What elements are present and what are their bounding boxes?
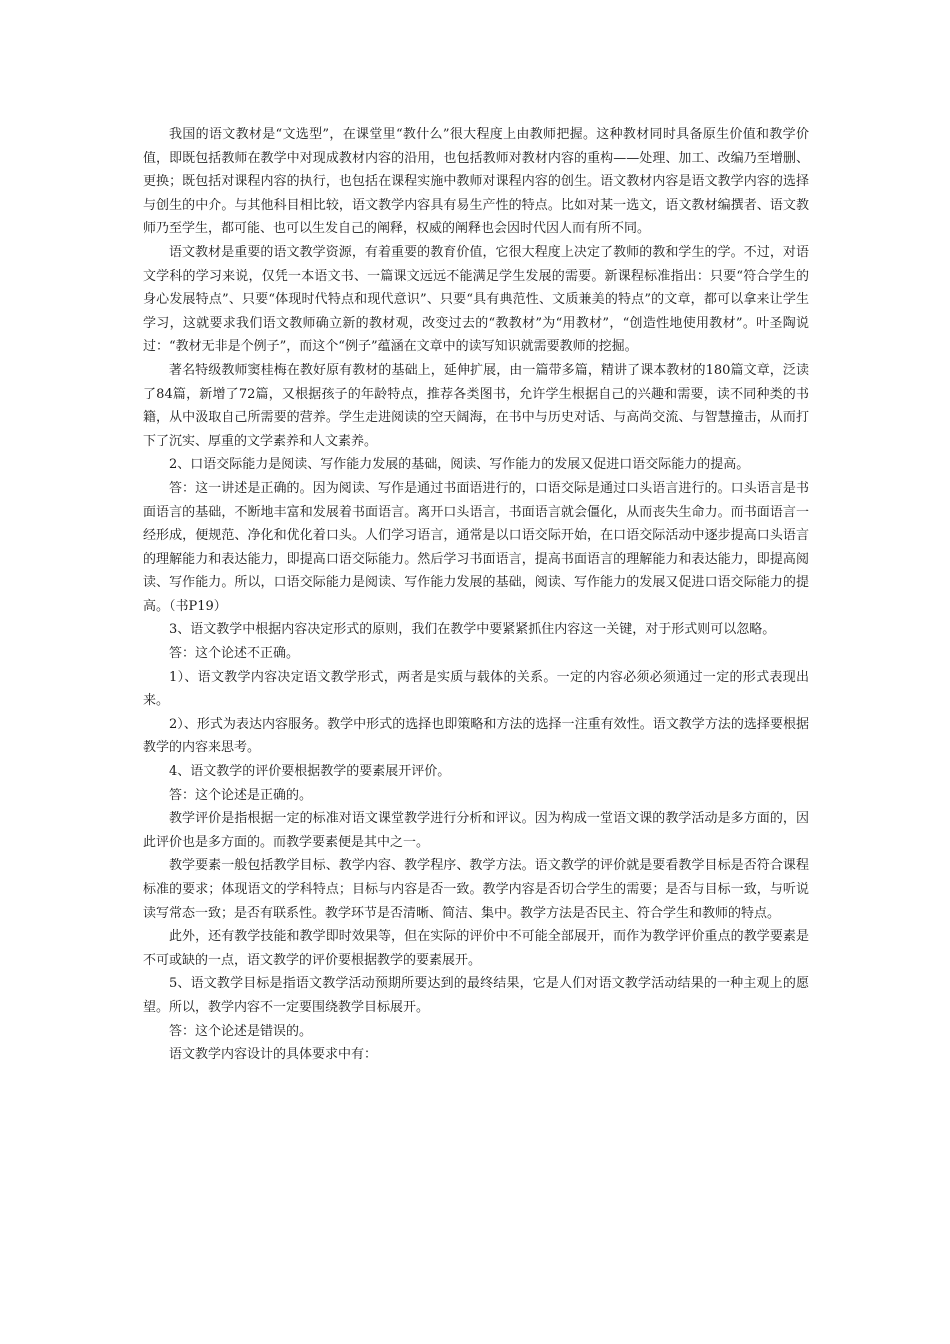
paragraph-textbook-resource: 语文教材是重要的语文教学资源，有着重要的教育价值，它很大程度上决定了教师的教和学生的学。不过，对语文学科的学习来说，仅凭一本语文书、一篇课文远远不能满足学生发展的需要。新课程标准指出：只要“符合学生的身心发展特点”、只要“体现时代特点和现代意识”、只要“具有典范性、文质兼美的特点”的文章，都可以拿来让学生学习，这就要求我们语文教师确立新的教材观，改变过去的“教教材”为“用教材”，“创造性地使用教材”。叶圣陶说过：“教材无非是个例子”，而这个“例子”蕴涵在文章中的读写知识就需要教师的挖掘。 [143, 244, 809, 355]
answer-3-point-1: 1）、语文教学内容决定语文教学形式，两者是实质与载体的关系。一定的内容必须必须通过一定的形式表现出来。 [143, 669, 809, 709]
document-page [143, 123, 809, 1067]
answer-4-paragraph-2: 教学要素一般包括教学目标、教学内容、教学程序、教学方法。语文教学的评价就是要看教学目标是否符合课程标准的要求；体现语文的学科特点；目标与内容是否一致。教学内容是否切合学生的需要；是否与目标一致，与听说读写常态一致；是否有联系性。教学环节是否清晰、简洁、集中。教学方法是否民主、符合学生和教师的特点。 [143, 858, 809, 921]
question-2: 2、口语交际能力是阅读、写作能力发展的基础，阅读、写作能力的发展又促进口语交际能力的提高。 [169, 457, 750, 473]
answer-4-paragraph-1: 教学评价是指根据一定的标准对语文课堂教学进行分析和评议。因为构成一堂语文课的教学活动是多方面的，因此评价也是多方面的。而教学要素便是其中之一。 [143, 811, 809, 850]
answer-5-paragraph-1: 语文教学内容设计的具体要求中有： [169, 1047, 378, 1063]
paragraph-textbook-nature: 我国的语文教材是“文选型”，在课堂里“教什么”很大程度上由教师把握。这种教材同时具备原生价值和教学价值，即既包括教师在教学中对现成教材内容的沿用，也包括教师对教材内容的重构——处理、加工、改编乃至增删、更换；既包括对课程内容的执行，也包括在课程实施中教师对课程内容的创生。语文教材内容是语文教学内容的选择与创生的中介。与其他科目相比较，语文教学内容具有易生产性的特点。比如对某一选文，语文教材编撰者、语文教师乃至学生，都可能、也可以生发自己的阐释，权威的阐释也会因时代因人而有所不同。 [143, 127, 809, 237]
question-4: 4、语文教学的评价要根据教学的要素展开评价。 [169, 764, 451, 780]
answer-3-point-2: 2）、形式为表达内容服务。教学中形式的选择也即策略和方法的选择一注重有效性。语文教学方法的选择要根据教学的内容来思考。 [143, 716, 809, 756]
paragraph-dou-guimei-example: 著名特级教师窦桂梅在教好原有教材的基础上，延伸扩展，由一篇带多篇，精讲了课本教材的180篇文章，泛读了84篇，新增了72篇，又根据孩子的年龄特点，推荐各类图书，允许学生根据自己的兴趣和需要，读不同种类的书籍，从中汲取自己所需要的营养。学生走进阅读的空天阔海，在书中与历史对话、与高尚交流、与智慧撞击，从而打下了沉实、厚重的文学素养和人文素养。 [143, 362, 809, 449]
answer-4-paragraph-3: 此外，还有教学技能和教学即时效果等，但在实际的评价中不可能全部展开，而作为教学评价重点的教学要素是不可或缺的一点，语文教学的评价要根据教学的要素展开。 [143, 929, 809, 968]
question-5: 5、语文教学目标是指语文教学活动预期所要达到的最终结果，它是人们对语文教学活动结果的一种主观上的愿望。所以，教学内容不一定要围绕教学目标展开。 [143, 976, 809, 1015]
answer-2: 答：这一讲述是正确的。因为阅读、写作是通过书面语进行的，口语交际是通过口头语言进行的。口头语言是书面语言的基础，不断地丰富和发展着书面语言。离开口头语言，书面语言就会僵化，从而丧失生命力。而书面语言一经形成，便规范、净化和优化着口头。人们学习语言，通常是以口语交际开始，在口语交际活动中逐步提高口头语言的理解能力和表达能力，即提高口语交际能力。然后学习书面语言，提高书面语言的理解能力和表达能力，即提高阅读、写作能力。所以，口语交际能力是阅读、写作能力发展的基础，阅读、写作能力的发展又促进口语交际能力的提高。（书P19） [143, 480, 809, 614]
answer-4: 答：这个论述是正确的。 [169, 787, 313, 803]
answer-3: 答：这个论述不正确。 [169, 646, 300, 662]
question-3: 3、语文教学中根据内容决定形式的原则，我们在教学中要紧紧抓住内容这一关键，对于形式则可以忽略。 [169, 622, 776, 638]
answer-5: 答：这个论述是错误的。 [169, 1023, 313, 1039]
